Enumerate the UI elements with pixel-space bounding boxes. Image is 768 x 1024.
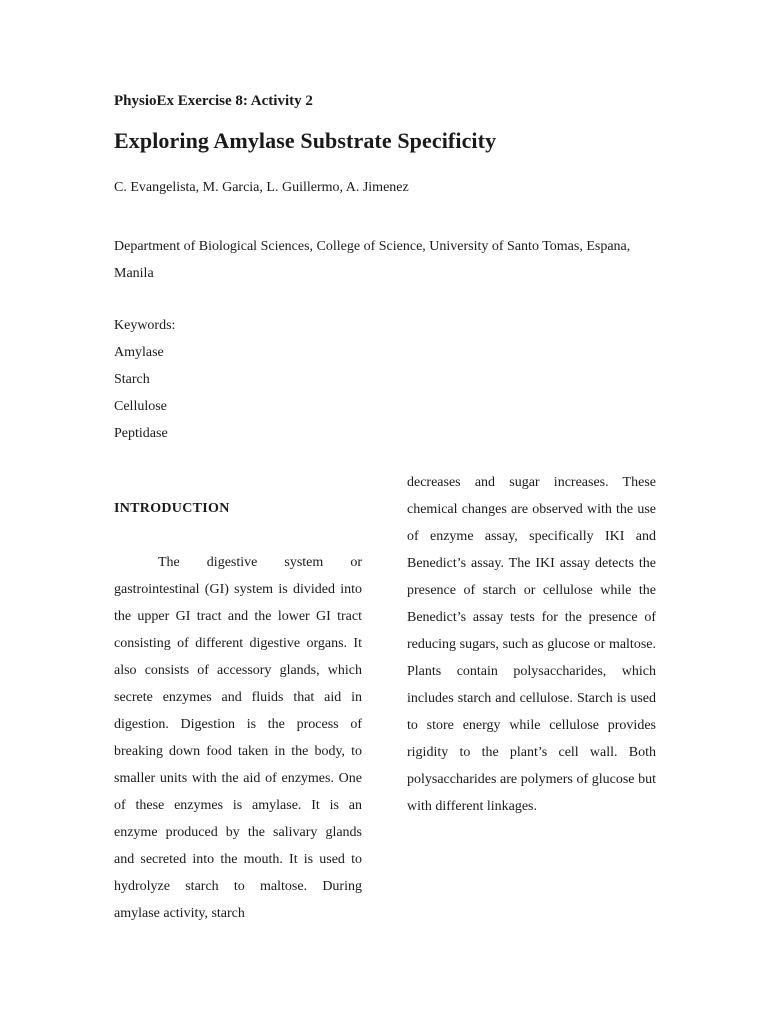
affiliation: Department of Biological Sciences, College of Science, University of Santo Tomas, Espana, Manila: [114, 239, 631, 281]
paper-title: Exploring Amylase Substrate Specificity: [114, 128, 497, 153]
keywords-block: [114, 312, 175, 447]
exercise-label: PhysioEx Exercise 8: Activity 2: [114, 93, 313, 109]
author-list: C. Evangelista, M. Garcia, L. Guillermo, A. Jimenez: [114, 180, 409, 195]
section-heading-introduction: INTRODUCTION: [114, 501, 230, 516]
keyword-item: Amylase: [114, 345, 164, 360]
intro-paragraph-right-column: decreases and sugar increases. These chemical changes are observed with the use of enzyme assay, specifically IKI and Benedict’s assay. The IKI assay detects the presence of starch or cellulose while the Benedict’s assay tests for the presence of reducing sugars, such as glucose or maltose. Plants contain polysaccharides, which includes starch and cellulose. Starch is used to store energy while cellulose provides rigidity to the plant’s cell wall. Both polysaccharides are polymers of glucose but with different linkages.: [407, 475, 656, 814]
intro-paragraph-left-column: The digestive system or gastrointestinal (GI) system is divided into the upper GI tract and the lower GI tract consisting of different digestive organs. It also consists of accessory glands, which secrete enzymes and fluids that aid in digestion. Digestion is the process of breaking down food taken in the body, to smaller units with the aid of enzymes. One of these enzymes is amylase. It is an enzyme produced by the salivary glands and secreted into the mouth. It is used to hydrolyze starch to maltose. During amylase activity, starch: [114, 555, 362, 921]
keyword-item: Starch: [114, 372, 150, 387]
keyword-item: Peptidase: [114, 426, 168, 441]
keywords-label: Keywords:: [114, 318, 176, 333]
keyword-item: Cellulose: [114, 399, 167, 414]
